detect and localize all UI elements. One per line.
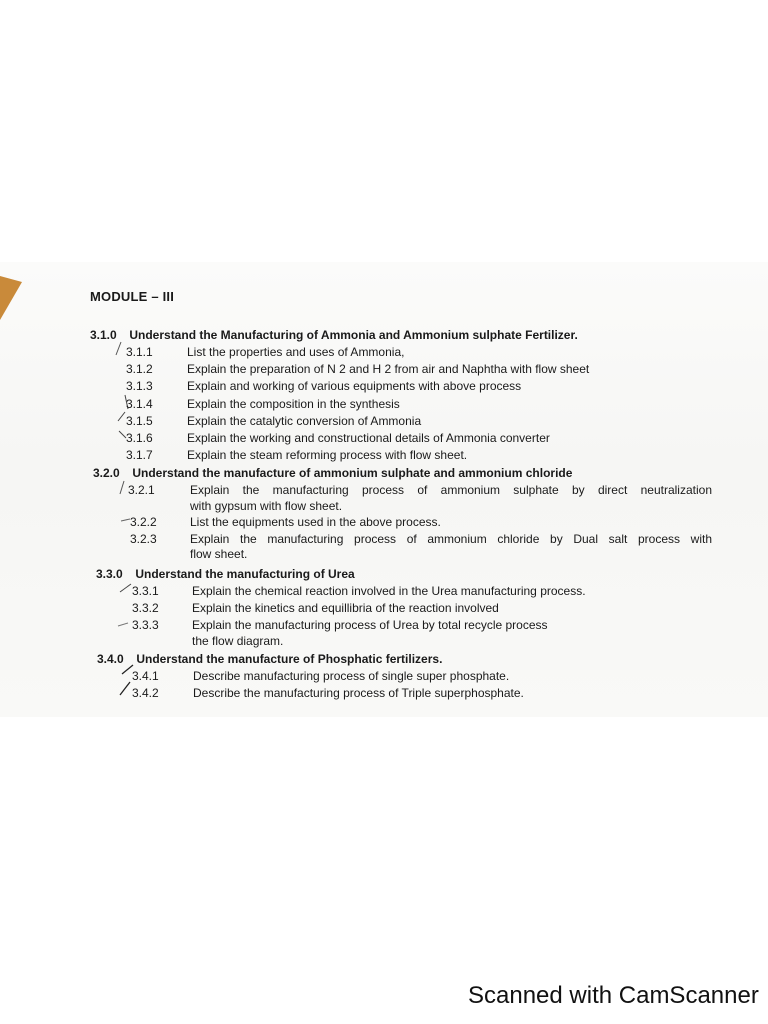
item-number: 3.1.4 — [126, 397, 153, 411]
module-title: MODULE – III — [90, 289, 175, 304]
section-number: 3.3.0 — [96, 567, 123, 581]
item-text: List the equipments used in the above process. — [190, 515, 441, 529]
pencil-tick-mark — [118, 681, 132, 697]
section-title: Understand the manufacturing of Urea — [135, 567, 355, 581]
item-number: 3.3.1 — [132, 584, 159, 598]
item-text: Describe the manufacturing process of Triple superphosphate. — [193, 686, 524, 700]
section-number: 3.4.0 — [97, 652, 124, 666]
section-number: 3.2.0 — [93, 466, 120, 480]
item-text: Explain the manufacturing process of Urea by total recycle process — [192, 618, 548, 632]
section-title: Understand the Manufacturing of Ammonia and Ammonium sulphate Fertilizer. — [129, 328, 578, 342]
item-number: 3.1.7 — [126, 448, 153, 462]
desk-corner — [0, 276, 22, 320]
section-heading — [90, 328, 578, 342]
section-heading — [97, 652, 442, 666]
pencil-tick-mark — [112, 341, 126, 357]
section-heading — [93, 466, 572, 480]
item-number: 3.4.2 — [132, 686, 159, 700]
item-number: 3.1.5 — [126, 414, 153, 428]
item-text: Explain and working of various equipments with above process — [187, 379, 522, 393]
item-number: 3.2.3 — [130, 532, 157, 546]
item-number: 3.1.1 — [126, 345, 153, 359]
item-number: 3.3.3 — [132, 618, 159, 632]
item-number: 3.4.1 — [132, 669, 159, 683]
section-title: Understand the manufacture of Phosphatic fertilizers. — [136, 652, 443, 666]
item-number: 3.1.6 — [126, 431, 153, 445]
item-text: Explain the steam reforming process with flow sheet. — [187, 448, 468, 462]
item-text-continuation: the flow diagram. — [192, 634, 284, 648]
item-text: Explain the working and constructional details of Ammonia converter — [187, 431, 550, 445]
pencil-tick-mark — [116, 614, 130, 630]
item-text: Explain the catalytic conversion of Ammonia — [187, 414, 422, 428]
item-text: Explain the manufacturing process of ammonium sulphate by direct neutralization — [190, 483, 712, 497]
item-text: List the properties and uses of Ammonia, — [187, 345, 405, 359]
section-heading — [96, 567, 355, 581]
item-text: Explain the preparation of N 2 and H 2 from air and Naphtha with flow sheet — [187, 362, 590, 376]
section-title: Understand the manufacture of ammonium sulphate and ammonium chloride — [132, 466, 573, 480]
item-text: Describe manufacturing process of single super phosphate. — [193, 669, 510, 683]
item-number: 3.2.2 — [130, 515, 157, 529]
item-text: Explain the manufacturing process of ammonium chloride by Dual salt process with — [190, 532, 712, 546]
item-text: Explain the kinetics and equillibria of the reaction involved — [192, 601, 499, 615]
item-number: 3.1.3 — [126, 379, 153, 393]
section-number: 3.1.0 — [90, 328, 117, 342]
item-number: 3.2.1 — [128, 483, 155, 497]
scanner-watermark: Scanned with CamScanner — [468, 982, 759, 1009]
item-text-continuation: with gypsum with flow sheet. — [190, 499, 343, 513]
item-text: Explain the composition in the synthesis — [187, 397, 400, 411]
item-number: 3.1.2 — [126, 362, 153, 376]
item-text-continuation: flow sheet. — [190, 547, 248, 561]
pencil-tick-mark — [118, 580, 132, 596]
item-number: 3.3.2 — [132, 601, 159, 615]
item-text: Explain the chemical reaction involved in the Urea manufacturing process. — [192, 584, 586, 598]
